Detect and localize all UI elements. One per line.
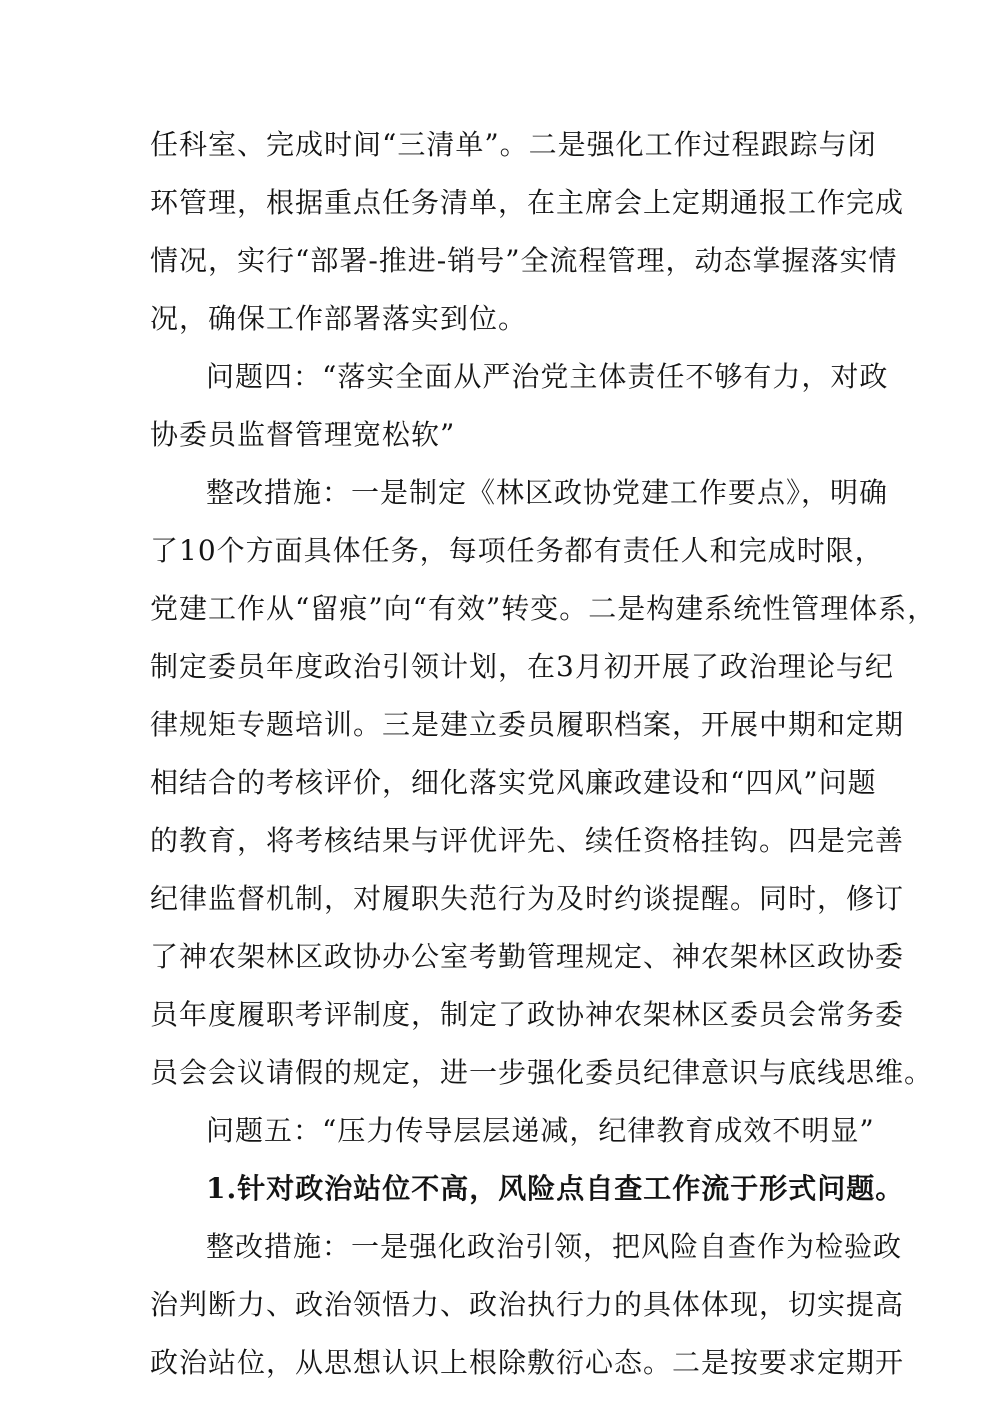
issue-heading-line: 协委员监督管理宽松软”	[150, 418, 456, 451]
body-text-line: 员会会议请假的规定，进一步强化委员纪律意识与底线思维。	[150, 1056, 934, 1089]
body-text-line: 了神农架林区政协办公室考勤管理规定、神农架林区政协委	[150, 940, 905, 973]
issue-heading-line: 问题四：“落实全面从严治党主体责任不够有力，对政	[206, 360, 889, 393]
body-text-line: 纪律监督机制，对履职失范行为及时约谈提醒。同时，修订	[150, 882, 905, 915]
body-text-line: 治判断力、政治领悟力、政治执行力的具体体现，切实提高	[150, 1288, 905, 1321]
body-text-line: 环管理，根据重点任务清单，在主席会上定期通报工作完成	[150, 186, 905, 219]
body-text-line: 整改措施：一是强化政治引领，把风险自查作为检验政	[206, 1230, 903, 1263]
subheading-line: 1.针对政治站位不高，风险点自查工作流于形式问题。	[206, 1172, 905, 1205]
body-text-line: 党建工作从“留痕”向“有效”转变。二是构建系统性管理体系，	[150, 592, 937, 625]
body-text-line: 整改措施：一是制定《林区政协党建工作要点》，明确	[206, 476, 889, 509]
body-text-line: 的教育，将考核结果与评优评先、续任资格挂钩。四是完善	[150, 824, 905, 857]
body-text-line: 制定委员年度政治引领计划，在3月初开展了政治理论与纪	[150, 650, 894, 683]
body-text-line: 任科室、完成时间“三清单”。二是强化工作过程跟踪与闭	[150, 128, 877, 161]
body-text-line: 律规矩专题培训。三是建立委员履职档案，开展中期和定期	[150, 708, 905, 741]
body-text-line: 员年度履职考评制度，制定了政协神农架林区委员会常务委	[150, 998, 905, 1031]
body-text-line: 情况，实行“部署-推进-销号”全流程管理，动态掌握落实情	[150, 244, 898, 277]
body-text-line: 政治站位，从思想认识上根除敷衍心态。二是按要求定期开	[150, 1346, 905, 1379]
issue-heading-line: 问题五：“压力传导层层递减，纪律教育成效不明显”	[206, 1114, 875, 1147]
body-text-line: 了10个方面具体任务，每项任务都有责任人和完成时限，	[150, 534, 884, 567]
body-text-line: 相结合的考核评价，细化落实党风廉政建设和“四风”问题	[150, 766, 877, 799]
body-text-line: 况，确保工作部署落实到位。	[150, 302, 528, 335]
